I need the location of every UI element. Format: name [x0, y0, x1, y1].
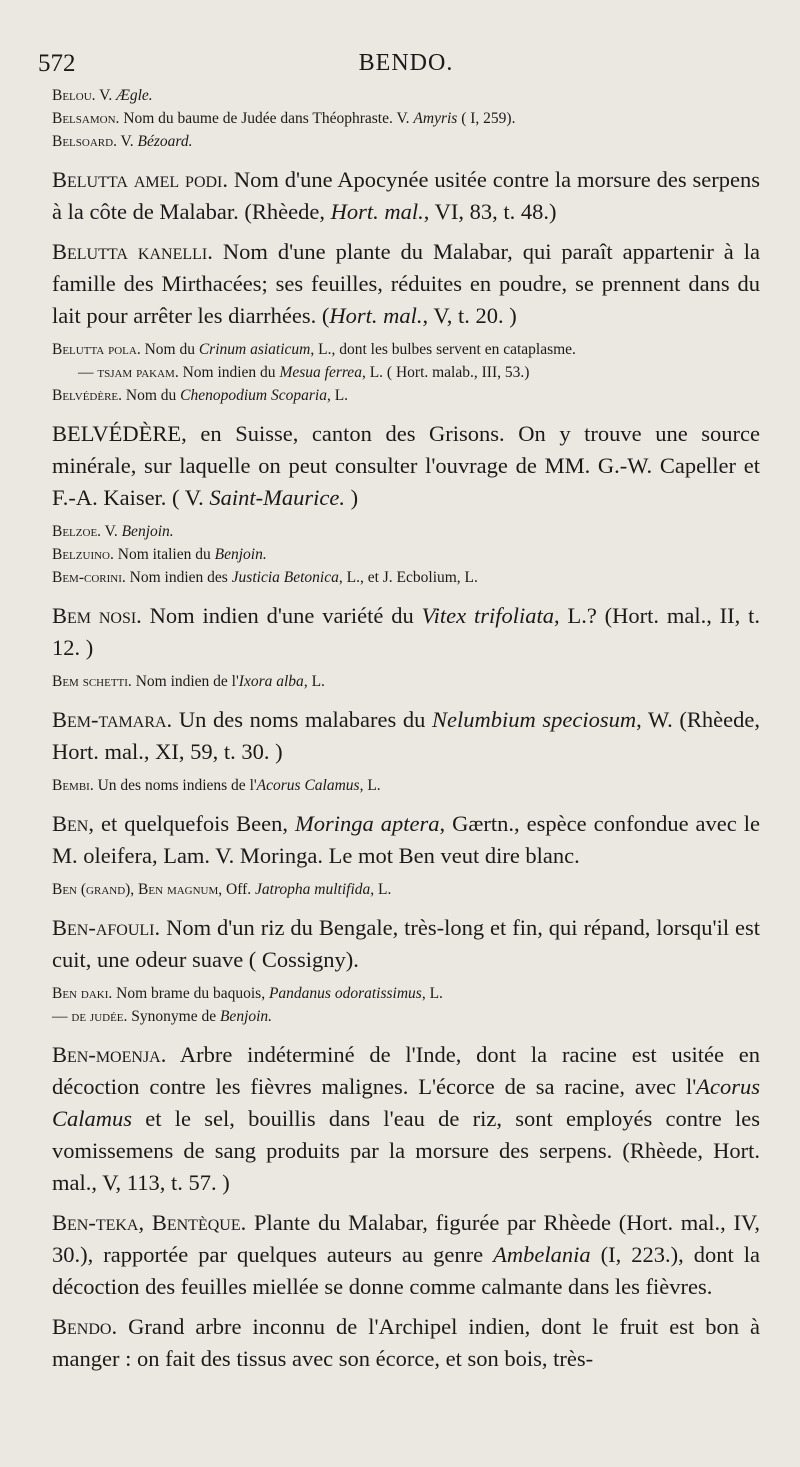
page-number: 572: [38, 50, 76, 77]
entry-italic-term: Pandanus odoratissimus: [268, 985, 422, 1002]
entry-tail: , L.: [421, 985, 443, 1002]
dictionary-entry: [52, 672, 760, 692]
entry-tail: , L.: [370, 881, 392, 898]
dictionary-entry: [52, 1207, 760, 1303]
headword: Ben-moenja.: [52, 1042, 167, 1067]
entry-text: V.: [101, 523, 122, 540]
headword: Bem-tamara.: [52, 707, 173, 732]
entry-text: Un des noms malabares du: [172, 707, 432, 732]
entry-italic-term: Benjoin.: [214, 546, 267, 563]
entry-italic-term: Crinum asiaticum: [198, 341, 311, 358]
headword: Belutta pola.: [52, 341, 141, 358]
entry-italic-term: Bézoard.: [137, 133, 193, 150]
headword: Belou.: [52, 87, 96, 104]
entry-italic-term: Nelumbium speciosum: [431, 707, 637, 732]
headword: — tsjam pakam.: [78, 364, 179, 381]
entry-tail: et le sel, bouillis dans l'eau de riz, sont employés contre les vomissemens de sang produits par la morsure des serpens. (Rhèede, Hort. mal., V, 113, t. 57. ): [52, 1106, 760, 1195]
entry-italic-term: Acorus Calamus: [52, 1074, 760, 1131]
entry-italic-term: Chenopodium Scoparia: [180, 387, 327, 404]
headword: Bem nosi.: [52, 603, 142, 628]
entry-text: Un des noms indiens de l': [93, 777, 257, 794]
entry-text: V.: [95, 87, 117, 104]
headword: Ben-afouli.: [52, 915, 161, 940]
dictionary-entry: [52, 418, 760, 514]
entry-text: Grand arbre inconnu de l'Archipel indien, dont le fruit est bon à manger : on fait des tissus avec son écorce, et son bois, très-: [52, 1314, 760, 1371]
headword: Bendo.: [52, 1314, 118, 1339]
entry-text: Nom brame du baquois,: [112, 985, 269, 1002]
entry-italic-term: Ixora alba: [238, 673, 304, 690]
dictionary-entry: [52, 568, 760, 588]
dictionary-entry: [52, 340, 760, 360]
page-header: [38, 46, 760, 86]
headword: BELVÉDÈRE: [52, 421, 182, 446]
headword: Belsoard.: [52, 133, 117, 150]
entry-italic-term: Hort. mal.: [329, 303, 423, 328]
headword: Belvédère.: [52, 387, 123, 404]
entry-text: Nom d'une plante du Malabar, qui paraît appartenir à la famille des Mirthacées; ses feuilles, réduites en poudre, se prennent dans du lait pour arrêter les diarrhées. (: [52, 239, 761, 328]
entry-tail: , V, t. 20. ): [422, 303, 517, 328]
entry-tail: , L., dont les bulbes servent en cataplasme.: [310, 341, 576, 358]
entry-italic-term: Moringa aptera: [295, 811, 440, 836]
headword: Belzuino.: [52, 546, 114, 563]
headword: — de judée.: [52, 1008, 128, 1025]
entry-text: V.: [116, 133, 138, 150]
dictionary-entry: [52, 776, 760, 796]
headword: Bem-corini.: [52, 569, 126, 586]
entry-italic-term: Saint-Maurice.: [209, 485, 345, 510]
running-head: BENDO.: [358, 50, 454, 76]
entry-italic-term: Acorus Calamus: [256, 777, 360, 794]
dictionary-entry: [52, 1007, 760, 1027]
dictionary-entry: [52, 386, 760, 406]
entry-italic-term: Vitex trifoliata: [421, 603, 554, 628]
entry-text: Nom indien du: [178, 364, 280, 381]
entry-text: Nom d'une Apocynée usitée contre la morsure des serpens à la côte de Malabar. (Rhèede,: [52, 167, 760, 224]
entry-tail: , W. (Rhèede, Hort. mal., XI, 59, t. 30. ): [52, 707, 760, 764]
entry-italic-term: Jatropha multifida: [255, 881, 371, 898]
dictionary-entry: [52, 912, 760, 976]
entry-italic-term: Justicia Betonica: [231, 569, 339, 586]
entry-text: , et quelquefois Been,: [88, 811, 296, 836]
dictionary-entry: [52, 984, 760, 1004]
dictionary-entry: [52, 363, 760, 383]
entry-text: Synonyme de: [127, 1008, 220, 1025]
entry-text: , en Suisse, canton des Grisons. On y trouve une source minérale, sur laquelle on peut consulter l'ouvrage de MM. G.-W. Capeller et F.-A. Kaiser. ( V.: [52, 421, 760, 510]
headword: Belutta amel podi.: [52, 167, 229, 192]
headword: Ben-teka, Bentèque.: [52, 1210, 247, 1235]
dictionary-entry: [52, 86, 760, 106]
entry-text: Nom indien de l': [131, 673, 239, 690]
entry-tail: , L.: [326, 387, 349, 404]
dictionary-entry: [52, 164, 760, 228]
entry-italic-term: Ægle.: [116, 87, 153, 104]
entry-text: Off.: [222, 881, 256, 898]
entry-italic-term: Benjoin.: [219, 1008, 273, 1025]
entry-tail: , L.: [359, 777, 381, 794]
entry-tail: , Gærtn., espèce confondue avec le M. oleifera, Lam. V. Moringa. Le mot Ben veut dire blanc.: [52, 811, 760, 868]
headword: Bem schetti.: [52, 673, 132, 690]
headword: Ben: [52, 811, 89, 836]
dictionary-entry: [52, 109, 760, 129]
headword: Belutta kanelli.: [52, 239, 213, 264]
entry-tail: ): [344, 485, 359, 510]
entry-text: Nom d'un riz du Bengale, très-long et fin, qui répand, lorsqu'il est cuit, une odeur suave ( Cossigny).: [52, 915, 760, 972]
entry-italic-term: Benjoin.: [121, 523, 174, 540]
dictionary-entry: [52, 522, 760, 542]
entry-text: Nom du baume de Judée dans Théophraste. V.: [119, 110, 414, 127]
entry-text: Nom italien du: [113, 546, 215, 563]
headword: Ben daki.: [52, 985, 113, 1002]
entry-text: Nom du: [122, 387, 181, 404]
entry-tail: , L.? (Hort. mal., II, t. 12. ): [52, 603, 760, 660]
entry-tail: , L., et J. Ecbolium, L.: [338, 569, 478, 586]
dictionary-entry: [52, 704, 760, 768]
entry-tail: , VI, 83, t. 48.): [423, 199, 557, 224]
headword: Belzoe.: [52, 523, 102, 540]
dictionary-entry: [52, 1311, 760, 1375]
entry-text: Nom du: [140, 341, 199, 358]
entry-text: Nom indien d'une variété du: [141, 603, 422, 628]
dictionary-entry: [52, 545, 760, 565]
headword: Ben (grand), Ben magnum,: [52, 881, 223, 898]
entry-text: Plante du Malabar, figurée par Rhèede (Hort. mal., IV, 30.), rapportée par quelques auteurs au genre: [52, 1210, 760, 1267]
entry-text: Nom indien des: [125, 569, 232, 586]
headword: Bembi.: [52, 777, 94, 794]
entry-italic-term: Hort. mal.: [330, 199, 424, 224]
dictionary-entry: [52, 880, 760, 900]
entry-tail: (I, 223.), dont la décoction des feuilles miellée se donne comme calmante dans les fièvres.: [52, 1242, 761, 1299]
dictionary-entry: [52, 1039, 760, 1199]
entry-tail: , L.: [303, 673, 325, 690]
entry-italic-term: Ambelania: [493, 1242, 591, 1267]
headword: Belsamon.: [52, 110, 120, 127]
dictionary-entries: [52, 86, 760, 1375]
dictionary-entry: [52, 132, 760, 152]
entry-tail: , L. ( Hort. malab., III, 53.): [361, 364, 530, 381]
entry-text: Arbre indéterminé de l'Inde, dont la racine est usitée en décoction contre les fièvres malignes. L'écorce de sa racine, avec l': [52, 1042, 760, 1099]
entry-italic-term: Amyris: [413, 110, 458, 127]
dictionary-entry: [52, 600, 760, 664]
dictionary-entry: [52, 236, 760, 332]
entry-tail: ( I, 259).: [457, 110, 516, 127]
entry-italic-term: Mesua ferrea: [279, 364, 362, 381]
dictionary-entry: [52, 808, 760, 872]
